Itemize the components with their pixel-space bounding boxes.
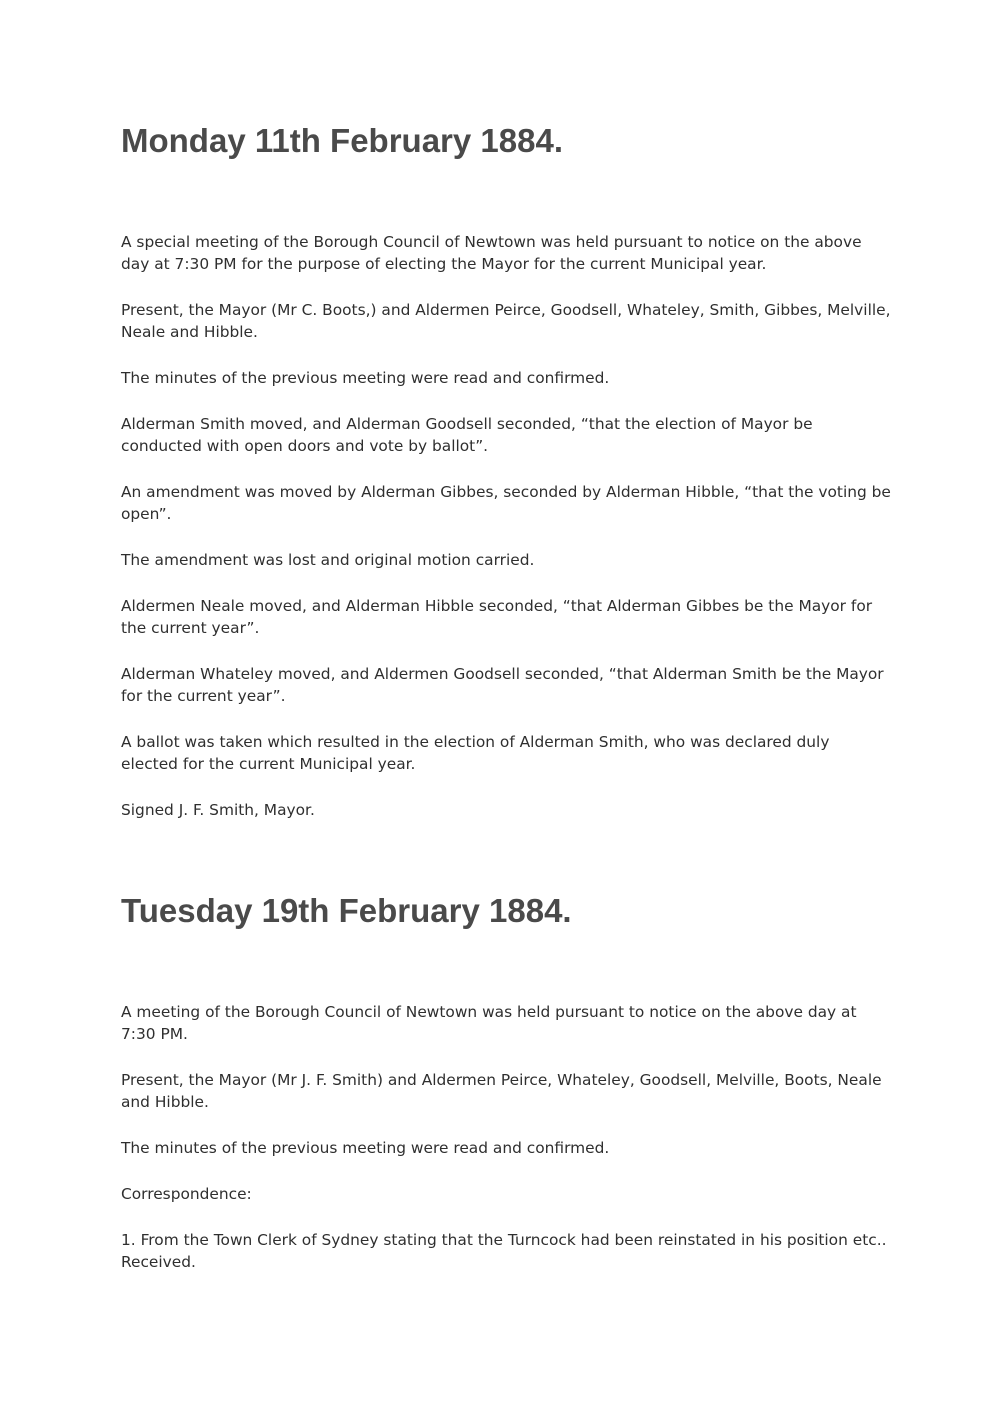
paragraph-motion-ballot: Alderman Smith moved, and Alderman Goodsell seconded, “that the election of Mayor be conducted with open doors and vote by ballot”. bbox=[121, 415, 813, 455]
paragraph-present: Present, the Mayor (Mr J. F. Smith) and Aldermen Peirce, Whateley, Goodsell, Melville, Boots, Neale and Hibble. bbox=[121, 1071, 882, 1111]
section-heading-monday: Monday 11th February 1884. bbox=[121, 122, 564, 159]
paragraph-nomination-smith: Alderman Whateley moved, and Aldermen Goodsell seconded, “that Alderman Smith be the Mayor for the current year”. bbox=[121, 665, 884, 705]
paragraph-correspondence-label: Correspondence: bbox=[121, 1185, 252, 1203]
paragraph-amendment-lost: The amendment was lost and original motion carried. bbox=[121, 551, 535, 569]
paragraph-special-meeting: A special meeting of the Borough Council of Newtown was held pursuant to notice on the above day at 7:30 PM for the purpose of electing the Mayor for the current Municipal year. bbox=[121, 233, 862, 273]
paragraph-present: Present, the Mayor (Mr C. Boots,) and Aldermen Peirce, Goodsell, Whateley, Smith, Gibbes, Melville, Neale and Hibble. bbox=[121, 301, 891, 341]
paragraph-ballot-result: A ballot was taken which resulted in the election of Alderman Smith, who was declared duly elected for the current Municipal year. bbox=[121, 733, 830, 773]
section-heading-tuesday: Tuesday 19th February 1884. bbox=[121, 892, 572, 929]
paragraph-amendment: An amendment was moved by Alderman Gibbes, seconded by Alderman Hibble, “that the voting be open”. bbox=[121, 483, 891, 523]
paragraph-signature: Signed J. F. Smith, Mayor. bbox=[121, 801, 315, 819]
paragraph-minutes: The minutes of the previous meeting were read and confirmed. bbox=[121, 1139, 610, 1157]
paragraph-correspondence-item: 1. From the Town Clerk of Sydney stating that the Turncock had been reinstated in his position etc.. Received. bbox=[121, 1231, 887, 1271]
paragraph-minutes: The minutes of the previous meeting were read and confirmed. bbox=[121, 369, 610, 387]
paragraph-meeting: A meeting of the Borough Council of Newtown was held pursuant to notice on the above day at 7:30 PM. bbox=[121, 1003, 857, 1043]
paragraph-nomination-gibbes: Aldermen Neale moved, and Alderman Hibble seconded, “that Alderman Gibbes be the Mayor for the current year”. bbox=[121, 597, 873, 637]
